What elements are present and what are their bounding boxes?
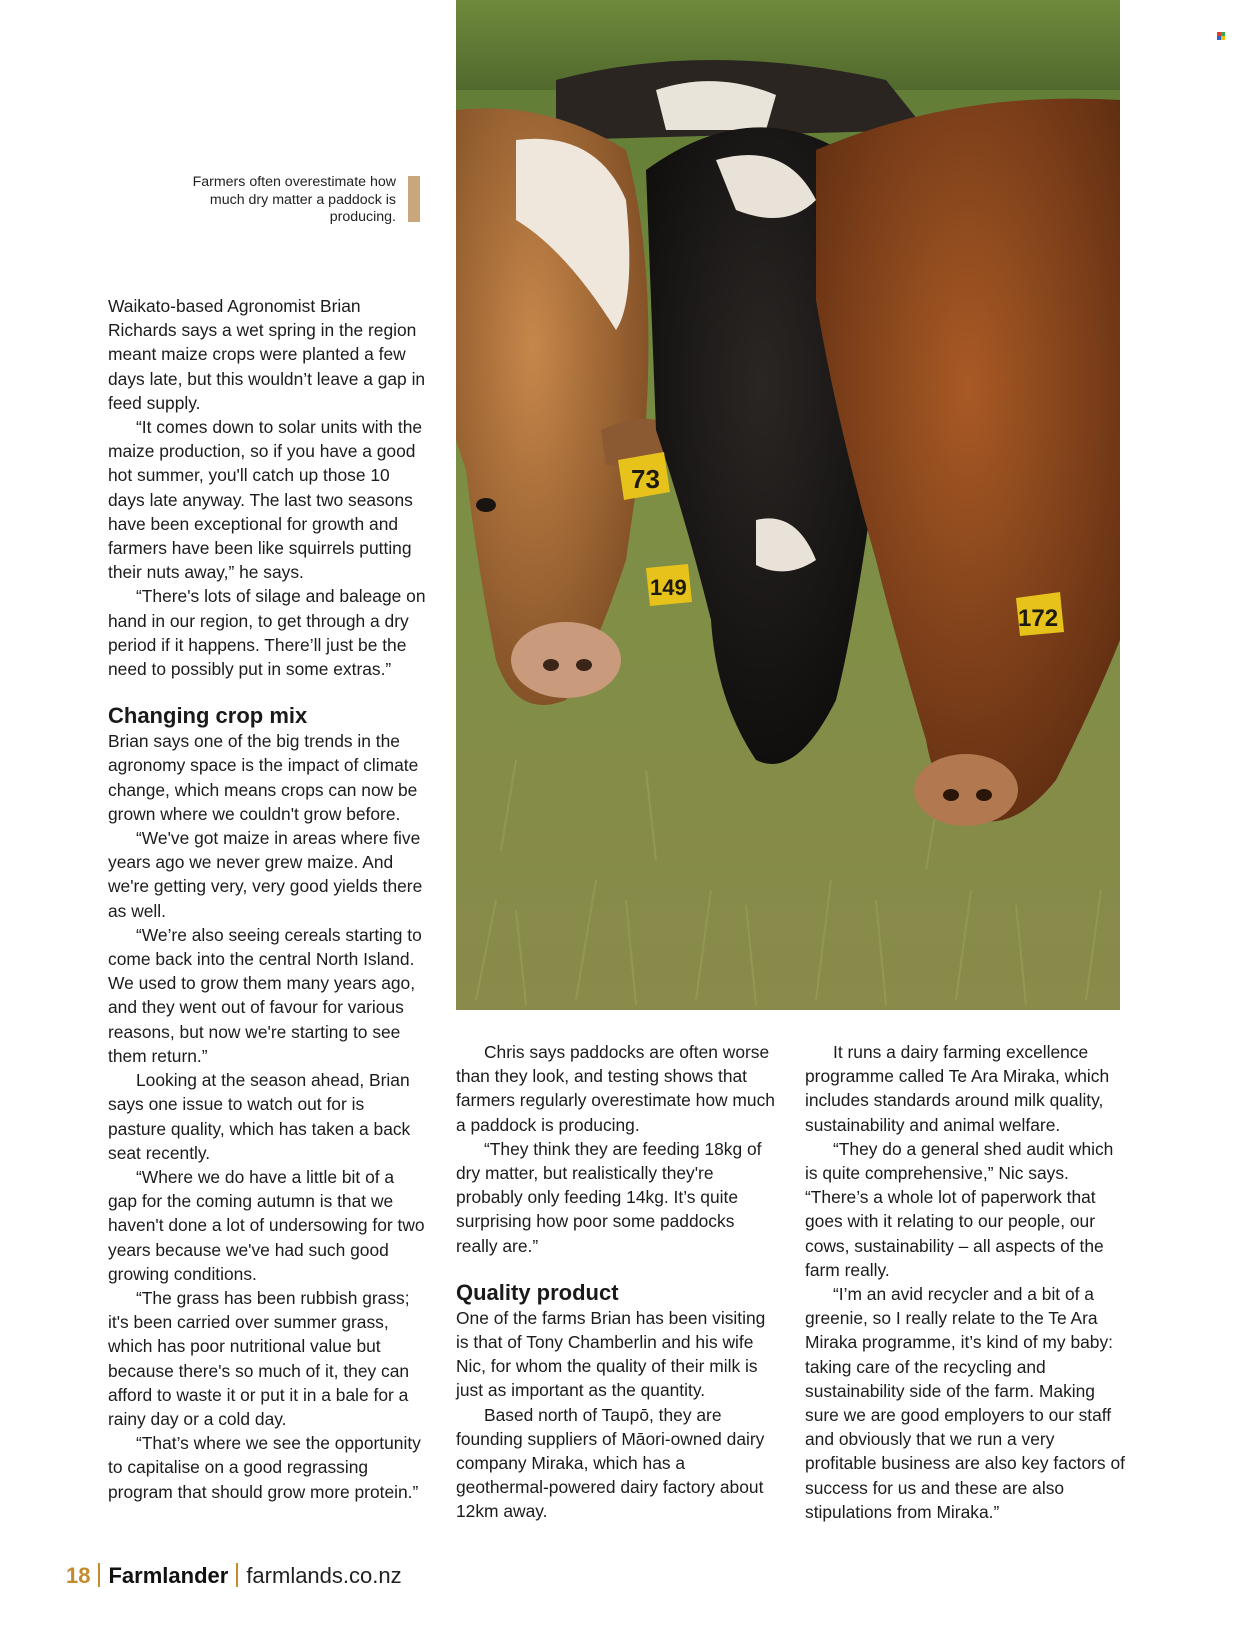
paragraph: “There's lots of silage and baleage on hand in our region, to get through a dry period if it happens. There’ll just be the need to possibly put in some extras.” (108, 586, 426, 680)
paragraph: “They think they are feeding 18kg of dry matter, but realistically they're probably only feeding 14kg. It’s quite surprising how poor some paddocks really are.” (456, 1138, 762, 1256)
paragraph: Based north of Taupō, they are founding suppliers of Māori-owned dairy company Miraka, which has a geothermal-powered dairy factory about 12km away. (456, 1404, 765, 1522)
paragraph: Looking at the season ahead, Brian says one issue to watch out for is pasture quality, which has taken a back seat recently. (108, 1070, 411, 1163)
paragraph: Waikato-based Agronomist Brian Richards says a wet spring in the region meant maize crops were planted a few days late, but this wouldn’t leave a gap in feed supply. (108, 296, 426, 413)
article-column-1 (108, 294, 426, 1504)
svg-text:172: 172 (1018, 605, 1059, 632)
article-column-2 (456, 1040, 776, 1524)
page-footer (66, 1563, 402, 1589)
paragraph: “We've got maize in areas where five years ago we never grew maize. And we're getting very, very good yields there as well. (108, 828, 423, 921)
color-registration-mark (1217, 32, 1225, 40)
magazine-brand: Farmlander (108, 1563, 229, 1588)
paragraph: “I’m an avid recycler and a bit of a greenie, so I really relate to the Te Ara Miraka programme, it’s kind of my baby: taking care of the recycling and sustainability side of the farm. Making sure we are good employers to our staff and obviously that we run a very profitable business are also key factors of success for us and these are also stipulations from Miraka.” (805, 1284, 1125, 1522)
website-link[interactable]: farmlands.co.nz (246, 1563, 402, 1588)
paragraph: Brian says one of the big trends in the agronomy space is the impact of climate change, which means crops can now be grown where we couldn't grow before. (108, 731, 419, 824)
paragraph: “The grass has been rubbish grass; it's been carried over summer grass, which has poor nutritional value but because there's so much of it, they can afford to waste it or put it in a bale for a rainy day or a cold day. (108, 1287, 410, 1429)
svg-text:149: 149 (650, 575, 687, 600)
ear-tag-73 (618, 452, 670, 500)
paragraph: “Where we do have a little bit of a gap for the coming autumn is that we haven't done a lot of undersowing for two years because we've had such good growing conditions. (108, 1166, 425, 1284)
section-heading: Quality product (456, 1279, 619, 1305)
photo-caption: Farmers often overestimate how much dry matter a paddock is producing. (192, 174, 396, 225)
page-number: 18 (66, 1563, 91, 1588)
ear-tag-172 (1016, 592, 1064, 636)
section-heading: Changing crop mix (108, 703, 308, 729)
article-column-3 (805, 1040, 1127, 1524)
ear-tag-149 (646, 564, 692, 606)
paragraph: “It comes down to solar units with the maize production, so if you have a good hot summer, you'll catch up those 10 days late anyway. The last two seasons have been exceptional for growth and farmers have been like squirrels putting their nuts away,” he says. (108, 417, 423, 583)
caption-accent-bar (408, 176, 420, 222)
paragraph: “That’s where we see the opportunity to capitalise on a good regrassing program that should grow more protein.” (108, 1433, 421, 1502)
paragraph: “They do a general shed audit which is quite comprehensive,” Nic says. “There’s a whole lot of paperwork that goes with it relating to our people, our cows, sustainability – all aspects of the farm really. (805, 1138, 1114, 1280)
cows-grazing-photo (456, 0, 1120, 1010)
paragraph: One of the farms Brian has been visiting is that of Tony Chamberlin and his wife Nic, for whom the quality of their milk is just as important as the quantity. (456, 1307, 766, 1401)
paragraph: It runs a dairy farming excellence programme called Te Ara Miraka, which includes standards around milk quality, sustainability and animal welfare. (805, 1042, 1110, 1135)
footer-divider (98, 1563, 100, 1587)
paragraph: Chris says paddocks are often worse than they look, and testing shows that farmers regularly overestimate how much a paddock is producing. (456, 1042, 775, 1135)
paragraph: “We’re also seeing cereals starting to come back into the central North Island. We used to grow them many years ago, and they went out of favour for various reasons, but now we're starting to see them return.” (108, 924, 422, 1066)
footer-divider (236, 1563, 238, 1587)
svg-text:73: 73 (631, 464, 660, 494)
